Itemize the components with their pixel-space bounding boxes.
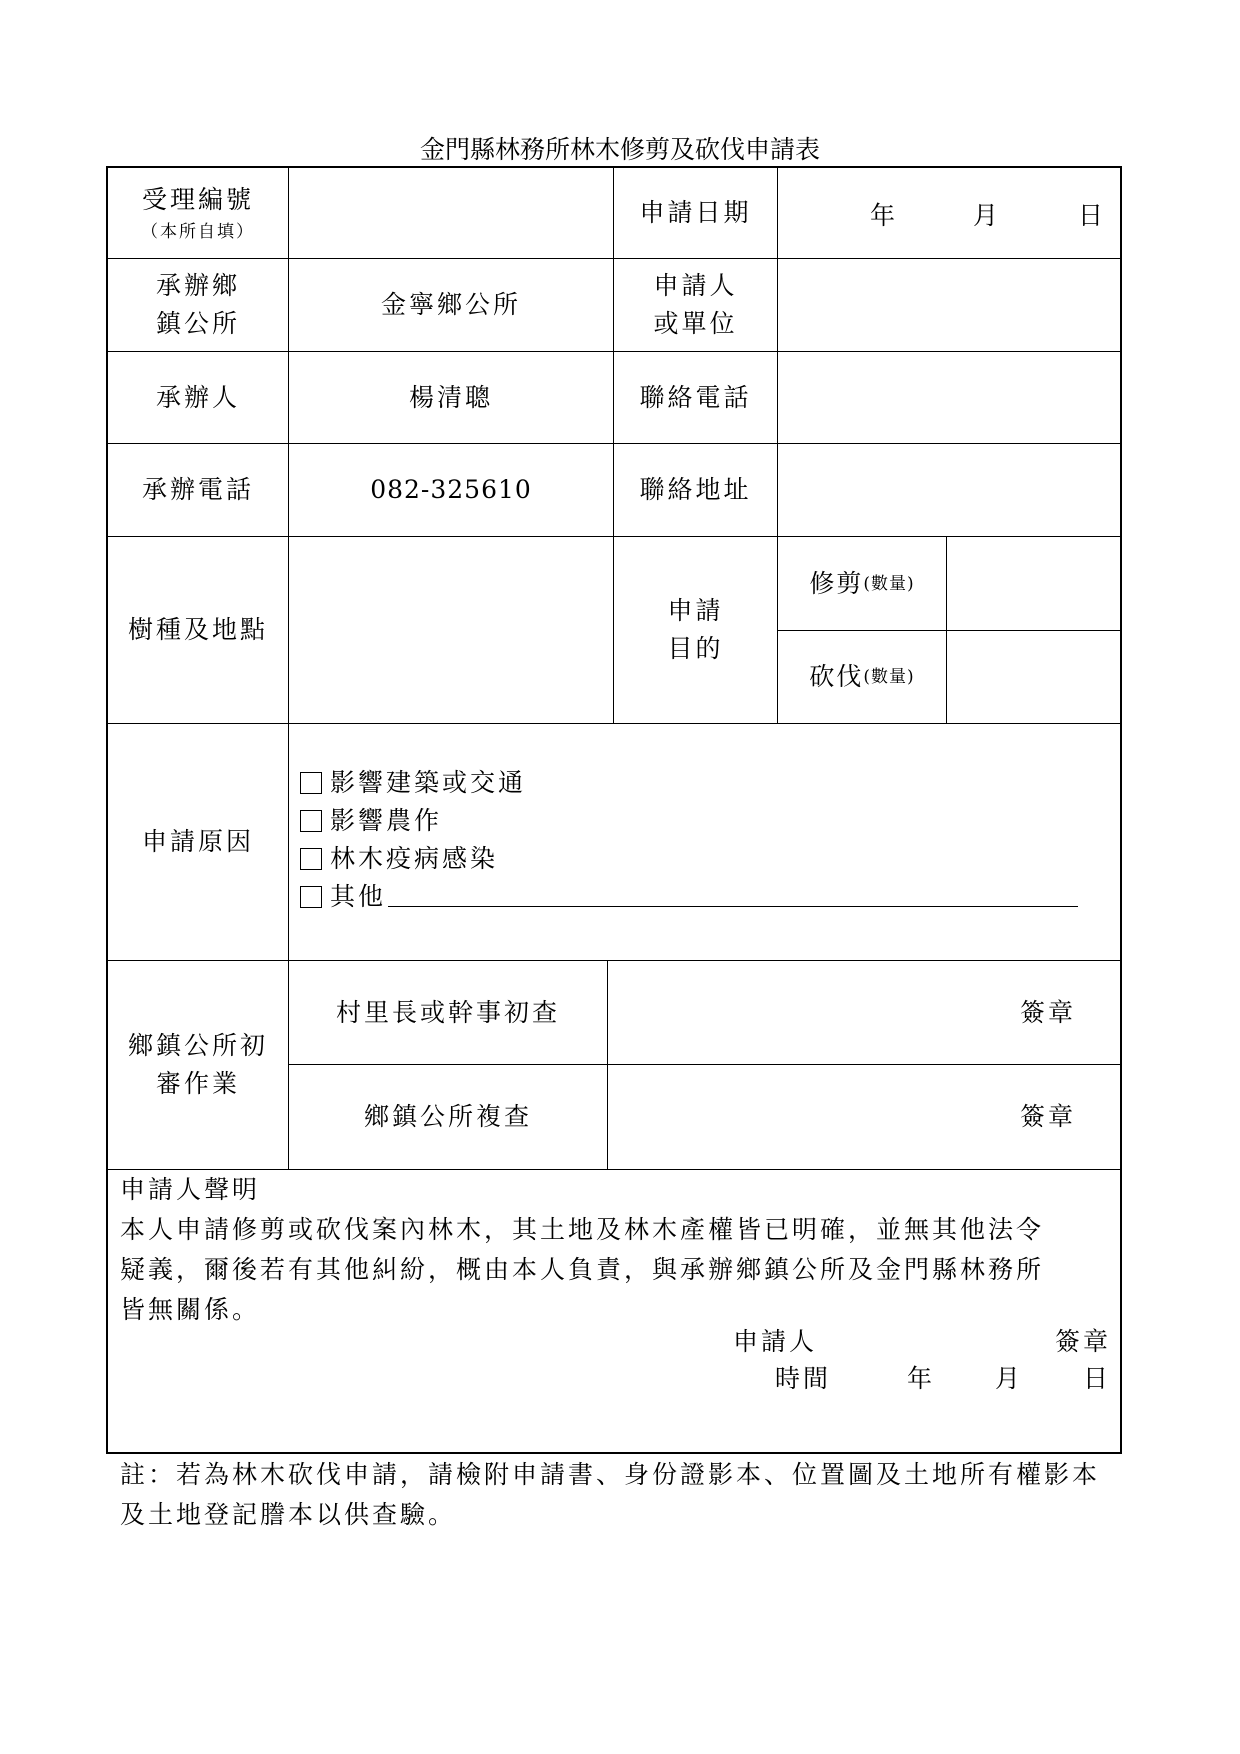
declaration-line: 皆無關係。 (120, 1295, 261, 1324)
checkbox-icon[interactable] (300, 848, 322, 870)
handler-value: 楊清聰 (408, 382, 493, 412)
applicant-label-line2: 或單位 (653, 309, 738, 338)
contact-address-label: 聯絡地址 (639, 475, 752, 504)
office-label-line1: 承辦鄉 (155, 271, 240, 300)
cut-qty-label: (數量) (863, 667, 915, 687)
village-review-label: 村里長或幹事初查 (335, 997, 560, 1027)
declaration-heading: 申請人聲明 (120, 1175, 261, 1204)
declaration (120, 1170, 1115, 1330)
township-review-label: 鄉鎮公所複查 (363, 1102, 532, 1131)
footnote (120, 1455, 1130, 1535)
prune-label-cell (778, 537, 946, 630)
purpose-label-line2: 目的 (667, 634, 724, 663)
declaration-day-label: 日 (1083, 1364, 1112, 1393)
cut-label: 砍伐 (809, 662, 864, 691)
declaration-line: 本人申請修剪或砍伐案內林木，其土地及林木產權皆已明確，並無其他法令 (120, 1215, 1045, 1244)
village-review-seal-label: 簽章 (1019, 998, 1076, 1027)
declaration-seal-label: 簽章 (1055, 1327, 1112, 1356)
village-review-sign-field[interactable] (608, 961, 1120, 1064)
tree-location-label: 樹種及地點 (127, 615, 268, 644)
reason-option-building[interactable] (300, 764, 1100, 802)
checkbox-icon[interactable] (300, 886, 322, 908)
reason-label: 申請原因 (141, 827, 254, 856)
apply-date-field[interactable] (778, 168, 1120, 258)
date-day-label: 日 (1078, 201, 1104, 230)
contact-address-field[interactable] (778, 444, 1120, 536)
prune-label: 修剪 (809, 568, 864, 598)
tree-location-field[interactable] (289, 537, 613, 723)
acceptance-no-label: 受理編號 (141, 185, 254, 214)
reason-text: 影響建築或交通 (330, 768, 527, 797)
declaration-time-label: 時間 (775, 1364, 832, 1393)
date-year-label: 年 (870, 201, 896, 230)
office-label-line2: 鎮公所 (155, 309, 240, 338)
acceptance-no-label-cell (108, 168, 288, 258)
checkbox-icon[interactable] (300, 772, 322, 794)
prune-qty-label: (數量) (863, 573, 915, 594)
declaration-line: 疑義，爾後若有其他糾紛，概由本人負責，與承辦鄉鎮公所及金門縣林務所 (120, 1255, 1045, 1284)
declaration-applicant-label: 申請人 (733, 1327, 818, 1356)
acceptance-no-sublabel: （本所自填） (141, 222, 255, 242)
handler-phone-value: 082-325610 (370, 475, 532, 504)
reason-option-disease[interactable] (300, 840, 1100, 878)
township-review-seal-label: 簽章 (1019, 1102, 1076, 1131)
contact-phone-field[interactable] (778, 352, 1120, 443)
handler-label: 承辦人 (155, 382, 240, 412)
township-review-sign-field[interactable] (608, 1065, 1120, 1169)
contact-phone-label: 聯絡電話 (639, 382, 752, 412)
declaration-year-label: 年 (907, 1364, 936, 1393)
purpose-label-cell (614, 537, 777, 723)
reason-option-farming[interactable] (300, 802, 1100, 840)
reason-list (300, 764, 1100, 916)
handler-phone-label: 承辦電話 (141, 475, 254, 504)
purpose-label-line1: 申請 (667, 596, 724, 625)
cut-qty-field[interactable] (947, 631, 1120, 723)
applicant-label-line1: 申請人 (653, 271, 738, 300)
other-reason-field[interactable] (388, 882, 1078, 907)
prune-qty-field[interactable] (947, 537, 1120, 630)
applicant-field[interactable] (778, 259, 1120, 351)
applicant-label-cell (614, 259, 777, 351)
footnote-line: 及土地登記謄本以供查驗。 (120, 1500, 457, 1529)
acceptance-no-field[interactable] (289, 168, 613, 258)
reason-text: 影響農作 (330, 806, 443, 835)
date-month-label: 月 (973, 201, 999, 230)
review-section-label-line1: 鄉鎮公所初 (127, 1031, 268, 1060)
cut-label-cell (778, 631, 946, 723)
reason-text: 其他 (330, 882, 387, 911)
review-section-label-cell (108, 961, 288, 1169)
form-title: 金門縣林務所林木修剪及砍伐申請表 (419, 135, 820, 164)
apply-date-label: 申請日期 (639, 198, 752, 227)
declaration-month-label: 月 (995, 1364, 1024, 1393)
office-value: 金寧鄉公所 (380, 290, 521, 319)
office-label-cell (108, 259, 288, 351)
checkbox-icon[interactable] (300, 810, 322, 832)
footnote-line: 註：若為林木砍伐申請，請檢附申請書、身份證影本、位置圖及土地所有權影本 (120, 1460, 1101, 1489)
reason-option-other[interactable] (300, 878, 1100, 916)
reason-text: 林木疫病感染 (330, 844, 499, 873)
review-section-label-line2: 審作業 (155, 1069, 240, 1098)
